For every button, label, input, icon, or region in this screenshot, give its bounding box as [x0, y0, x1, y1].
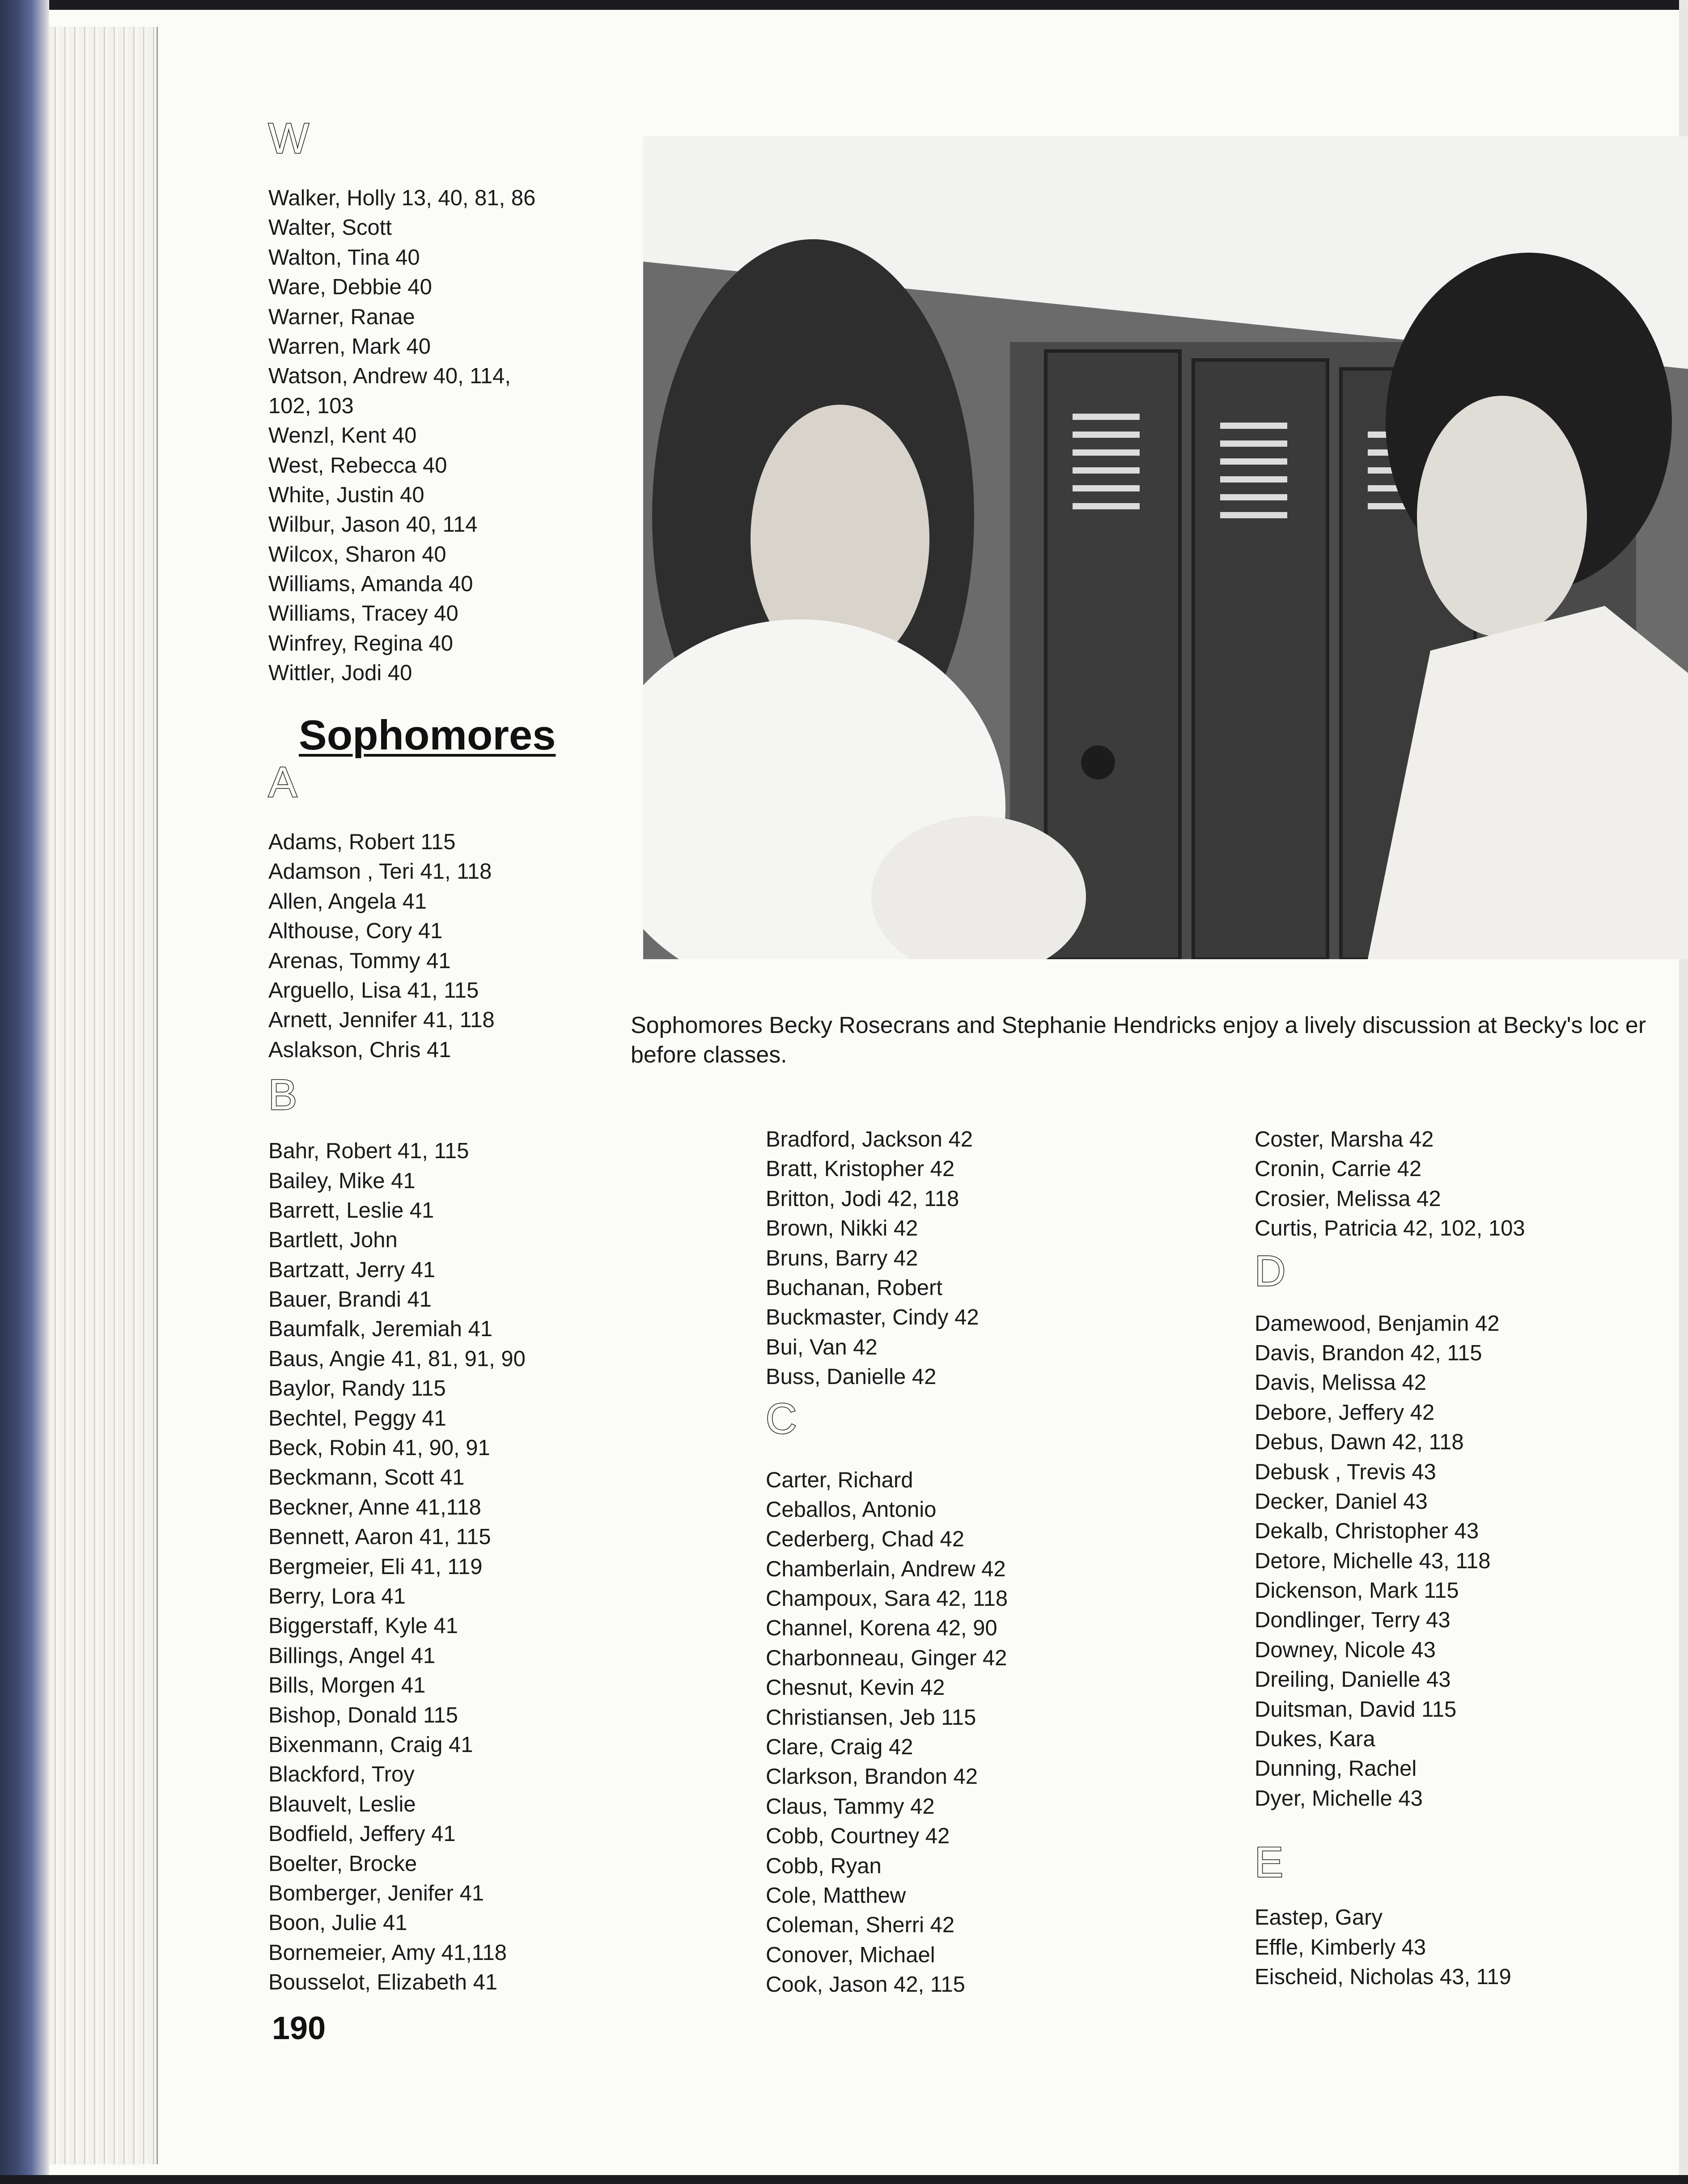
index-entry: Bartlett, John [268, 1228, 398, 1253]
index-entry: Boon, Julie 41 [268, 1911, 407, 1935]
index-entry: Debusk , Trevis 43 [1255, 1460, 1436, 1484]
index-entry: Damewood, Benjamin 42 [1255, 1311, 1500, 1336]
index-entry: Beckner, Anne 41,118 [268, 1495, 481, 1519]
index-entry: Clare, Craig 42 [766, 1735, 913, 1760]
index-entry: Wenzl, Kent 40 [268, 423, 417, 448]
index-entry: Dreiling, Danielle 43 [1255, 1668, 1451, 1692]
a-entries-list [268, 827, 608, 1065]
sophomores-heading: Sophomores [299, 711, 556, 758]
index-entry: Bomberger, Jenifer 41 [268, 1881, 484, 1905]
index-entry: Blackford, Troy [268, 1762, 415, 1787]
index-entry: Ware, Debbie 40 [268, 275, 432, 300]
index-entry: Cobb, Courtney 42 [766, 1824, 950, 1849]
index-entry: Britton, Jodi 42, 118 [766, 1186, 959, 1211]
index-entry: Berry, Lora 41 [268, 1584, 406, 1608]
photo-caption: Sophomores Becky Rosecrans and Stephanie Hendricks enjoy a lively discussion at Becky's loc er before classes. [631, 1012, 1646, 1068]
index-entry: Brown, Nikki 42 [766, 1216, 918, 1241]
index-entry: Williams, Amanda 40 [268, 572, 473, 597]
letter-heading-d: D [1255, 1247, 1286, 1295]
index-entry: Biggerstaff, Kyle 41 [268, 1614, 458, 1638]
index-entry: Walton, Tina 40 [268, 245, 420, 270]
letter-heading-w: W [268, 114, 309, 162]
index-entry: Walter, Scott [268, 216, 392, 240]
index-entry: Decker, Daniel 43 [1255, 1489, 1428, 1514]
index-entry: Champoux, Sara 42, 118 [766, 1587, 1008, 1611]
index-entry: Cook, Jason 42, 115 [766, 1972, 965, 1997]
index-entry: Barrett, Leslie 41 [268, 1198, 434, 1223]
page-number: 190 [272, 2010, 326, 2046]
letter-heading-b: B [268, 1071, 297, 1119]
index-entry: 102, 103 [268, 394, 354, 418]
index-entry: Warner, Ranae [268, 305, 415, 329]
letter-heading-a: A [268, 758, 297, 806]
index-entry: Bruns, Barry 42 [766, 1246, 918, 1270]
index-entry: Bishop, Donald 115 [268, 1703, 458, 1727]
e-entries-list [1255, 1903, 1675, 1992]
index-entry: Charbonneau, Ginger 42 [766, 1646, 1007, 1670]
scan-top-edge [0, 0, 1688, 10]
index-entry: Bornemeier, Amy 41,118 [268, 1940, 507, 1965]
index-entry: Debus, Dawn 42, 118 [1255, 1430, 1464, 1455]
b-entries-list-col1 [268, 1136, 608, 1997]
index-entry: Dickenson, Mark 115 [1255, 1579, 1459, 1603]
index-entry: Davis, Melissa 42 [1255, 1371, 1426, 1395]
index-entry: Cederberg, Chad 42 [766, 1527, 965, 1552]
index-entry: Bui, Van 42 [766, 1335, 878, 1359]
index-entry: White, Justin 40 [268, 483, 424, 507]
index-entry: Bodfield, Jeffery 41 [268, 1822, 456, 1846]
index-entry: Arenas, Tommy 41 [268, 948, 451, 973]
index-column-2 [766, 1125, 1213, 2000]
index-entry: Arguello, Lisa 41, 115 [268, 978, 479, 1003]
index-entry: Watson, Andrew 40, 114, [268, 364, 511, 389]
w-entries-list [268, 183, 608, 688]
index-entry: Baumfalk, Jeremiah 41 [268, 1317, 493, 1342]
index-entry: Wilcox, Sharon 40 [268, 542, 446, 567]
index-entry: Beckmann, Scott 41 [268, 1465, 465, 1490]
index-entry: Buckmaster, Cindy 42 [766, 1305, 979, 1330]
index-entry: Coster, Marsha 42 [1255, 1127, 1434, 1151]
index-entry: Claus, Tammy 42 [766, 1794, 935, 1819]
index-entry: Chamberlain, Andrew 42 [766, 1557, 1006, 1581]
index-entry: Bechtel, Peggy 41 [268, 1406, 446, 1431]
index-entry: Althouse, Cory 41 [268, 919, 443, 944]
index-entry: Cobb, Ryan [766, 1854, 882, 1878]
b-entries-list-col2 [766, 1125, 1213, 1392]
index-entry: Clarkson, Brandon 42 [766, 1765, 978, 1789]
letter-heading-e: E [1255, 1838, 1284, 1887]
index-entry: Eastep, Gary [1255, 1905, 1383, 1930]
index-entry: Duitsman, David 115 [1255, 1697, 1457, 1722]
index-entry: Bills, Morgen 41 [268, 1673, 426, 1698]
index-entry: Adamson , Teri 41, 118 [268, 859, 492, 884]
c-entries-list-col2 [766, 1465, 1213, 2000]
index-entry: Bailey, Mike 41 [268, 1168, 416, 1193]
index-entry: Dekalb, Christopher 43 [1255, 1519, 1479, 1544]
index-entry: Davis, Brandon 42, 115 [1255, 1341, 1482, 1365]
index-entry: Cronin, Carrie 42 [1255, 1157, 1422, 1181]
index-entry: Bratt, Kristopher 42 [766, 1157, 955, 1181]
index-entry: Bixenmann, Craig 41 [268, 1732, 473, 1757]
index-entry: Curtis, Patricia 42, 102, 103 [1255, 1216, 1525, 1241]
index-entry: Boelter, Brocke [268, 1851, 417, 1876]
index-entry: Aslakson, Chris 41 [268, 1037, 451, 1062]
index-entry: Buss, Danielle 42 [766, 1365, 937, 1389]
index-entry: Baylor, Randy 115 [268, 1376, 446, 1401]
index-entry: Bousselot, Elizabeth 41 [268, 1970, 498, 1995]
index-entry: Dunning, Rachel [1255, 1757, 1417, 1781]
locker-photo [643, 136, 1688, 959]
book-spine [0, 0, 49, 2184]
index-entry: Coleman, Sherri 42 [766, 1913, 955, 1938]
index-entry: Debore, Jeffery 42 [1255, 1400, 1435, 1425]
index-entry: Chesnut, Kevin 42 [766, 1676, 945, 1700]
index-entry: Williams, Tracey 40 [268, 601, 458, 626]
index-entry: Billings, Angel 41 [268, 1643, 436, 1668]
index-entry: Bergmeier, Eli 41, 119 [268, 1554, 483, 1579]
index-entry: Christiansen, Jeb 115 [766, 1705, 976, 1730]
index-entry: Dyer, Michelle 43 [1255, 1786, 1423, 1811]
index-entry: Dukes, Kara [1255, 1727, 1375, 1752]
scan-bottom-edge [0, 2175, 1688, 2184]
index-entry: Effle, Kimberly 43 [1255, 1935, 1426, 1960]
index-entry: Warren, Mark 40 [268, 334, 431, 359]
index-entry: Allen, Angela 41 [268, 889, 427, 914]
index-entry: Bauer, Brandi 41 [268, 1287, 432, 1312]
index-entry: Beck, Robin 41, 90, 91 [268, 1436, 490, 1460]
index-entry: Crosier, Melissa 42 [1255, 1186, 1441, 1211]
index-entry: Bennett, Aaron 41, 115 [268, 1525, 491, 1549]
index-entry: Downey, Nicole 43 [1255, 1638, 1436, 1662]
index-entry: Ceballos, Antonio [766, 1497, 937, 1522]
index-entry: Blauvelt, Leslie [268, 1792, 416, 1816]
index-entry: Carter, Richard [766, 1468, 913, 1492]
index-entry: West, Rebecca 40 [268, 453, 447, 478]
c-entries-list-col3 [1255, 1125, 1675, 1244]
index-column-1-sophomores [268, 760, 608, 1997]
index-entry: Walker, Holly 13, 40, 81, 86 [268, 186, 536, 210]
index-entry: Wittler, Jodi 40 [268, 661, 412, 686]
index-entry: Channel, Korena 42, 90 [766, 1616, 997, 1641]
d-entries-list [1255, 1309, 1675, 1814]
index-entry: Adams, Robert 115 [268, 830, 456, 854]
index-entry: Dondlinger, Terry 43 [1255, 1608, 1450, 1633]
index-column-3 [1255, 1125, 1675, 1992]
index-entry: Arnett, Jennifer 41, 118 [268, 1008, 495, 1033]
index-column-1 [268, 116, 608, 688]
index-entry: Cole, Matthew [766, 1883, 906, 1908]
index-entry: Winfrey, Regina 40 [268, 631, 454, 656]
index-entry: Bartzatt, Jerry 41 [268, 1257, 436, 1282]
letter-heading-c: C [766, 1394, 797, 1443]
locker-photo-image [643, 136, 1688, 959]
page-stack-edges [49, 27, 158, 2164]
index-entry: Bradford, Jackson 42 [766, 1127, 973, 1151]
index-entry: Baus, Angie 41, 81, 91, 90 [268, 1346, 526, 1371]
index-entry: Eischeid, Nicholas 43, 119 [1255, 1964, 1511, 1989]
index-entry: Buchanan, Robert [766, 1275, 942, 1300]
index-entry: Wilbur, Jason 40, 114 [268, 512, 478, 537]
index-entry: Detore, Michelle 43, 118 [1255, 1549, 1491, 1573]
index-entry: Bahr, Robert 41, 115 [268, 1139, 469, 1164]
index-entry: Conover, Michael [766, 1943, 935, 1967]
